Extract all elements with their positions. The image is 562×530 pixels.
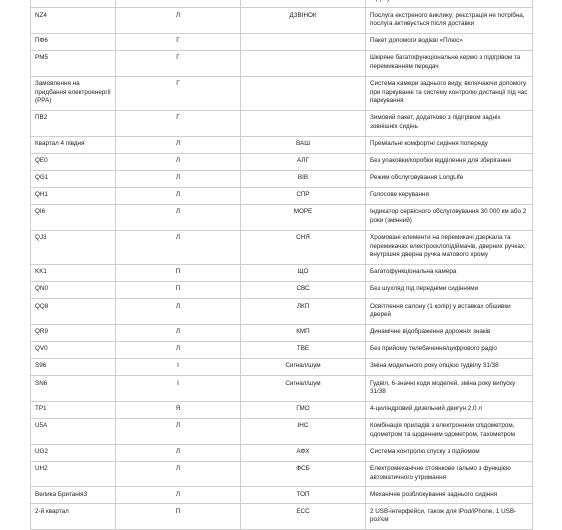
option-description-cell: Хромовані елементи на перемикачі дзеркала та перемикачах електросклопідіймачів, дверних ручках; внутрішня дверна ручка матового хрому	[366, 230, 533, 264]
table-row	[31, 110, 533, 136]
option-type-cell: Л	[116, 299, 241, 325]
option-code-cell: S96	[31, 358, 116, 375]
option-description-cell: Шкіряне багатофункціональне кермо з підігрівом та перемиканням передач	[366, 50, 533, 76]
option-description-cell: Багатофункціональна камера	[366, 264, 533, 281]
option-abbr-cell	[241, 33, 366, 50]
option-abbr-cell: КМП	[241, 324, 366, 341]
option-type-cell: Я	[116, 401, 241, 418]
option-description-cell: Голосове керування	[366, 187, 533, 204]
option-code-cell: U5A	[31, 418, 116, 444]
option-code-cell: QH1	[31, 187, 116, 204]
option-code-cell: NZ4	[31, 8, 116, 34]
option-code-cell: QV0	[31, 341, 116, 358]
option-description-cell: Система контролю спуску з підйомом	[366, 444, 533, 461]
option-type-cell: Л	[116, 444, 241, 461]
option-description-cell: Пакет допомоги водієві «Плюс»	[366, 33, 533, 50]
option-description-cell: 4-циліндровий дизельний двигун 2,0 л	[366, 401, 533, 418]
option-abbr-cell	[241, 0, 366, 8]
option-abbr-cell: СНЯ	[241, 230, 366, 264]
option-description-cell: Преміальні комфортні сидіння попереду	[366, 136, 533, 153]
table-row	[31, 418, 533, 444]
option-abbr-cell: Сигнал/шум	[241, 376, 366, 402]
table-row	[31, 487, 533, 504]
option-description-cell: Зміна модельного року опцією гудвілу 31/38	[366, 358, 533, 375]
option-code-cell: QJ3	[31, 230, 116, 264]
table-row	[31, 341, 533, 358]
option-type-cell: Л	[116, 341, 241, 358]
option-abbr-cell: ФСБ	[241, 461, 366, 487]
option-description-cell: Без шухляд під передніми сидіннями	[366, 281, 533, 298]
option-code-cell: ПВ2	[31, 110, 116, 136]
option-code-cell: UG2	[31, 444, 116, 461]
option-code-cell: Замовлення на придбання електроенергії (PPA)	[31, 76, 116, 110]
option-description-cell: Зимовий пакет, додатково з підігрівом задніх зовнішніх сидінь	[366, 110, 533, 136]
table-row	[31, 299, 533, 325]
option-type-cell: Л	[116, 418, 241, 444]
option-abbr-cell	[241, 50, 366, 76]
option-type-cell	[116, 0, 241, 8]
table-row	[31, 0, 533, 8]
option-type-cell: Л	[116, 153, 241, 170]
option-code-cell: QI6	[31, 204, 116, 230]
table-row	[31, 50, 533, 76]
table-row	[31, 281, 533, 298]
option-abbr-cell: ДЗВІНОК	[241, 8, 366, 34]
option-description-cell: Послуга екстреного виклику; реєстрація не потрібна, послуга активується після доставки	[366, 8, 533, 34]
option-abbr-cell	[241, 110, 366, 136]
option-abbr-cell: ТОП	[241, 487, 366, 504]
option-type-cell: Л	[116, 136, 241, 153]
option-code-cell: QQ8	[31, 299, 116, 325]
option-description-cell: Комбінація приладів з електронним спідометром, одометром та щоденним одометром, тахометром	[366, 418, 533, 444]
option-type-cell: Г	[116, 33, 241, 50]
option-type-cell: П	[116, 264, 241, 281]
option-abbr-cell: Сигнал/шум	[241, 358, 366, 375]
option-abbr-cell: АЛГ	[241, 153, 366, 170]
option-type-cell: Л	[116, 204, 241, 230]
option-type-cell: Л	[116, 487, 241, 504]
option-abbr-cell: ІНС	[241, 418, 366, 444]
table-row	[31, 504, 533, 530]
table-row	[31, 324, 533, 341]
option-type-cell: І	[116, 358, 241, 375]
option-code-cell: Квартал 4 півдня	[31, 136, 116, 153]
option-abbr-cell: СПР	[241, 187, 366, 204]
option-abbr-cell: ВАШ	[241, 136, 366, 153]
option-code-cell: ПФ6	[31, 33, 116, 50]
table-row	[31, 401, 533, 418]
option-abbr-cell: ЛКП	[241, 299, 366, 325]
option-code-cell: QR9	[31, 324, 116, 341]
table-row	[31, 76, 533, 110]
table-row	[31, 264, 533, 281]
option-description-cell: Динамічне відображення дорожніх знаків	[366, 324, 533, 341]
option-type-cell: П	[116, 504, 241, 530]
option-abbr-cell: ТВЕ	[241, 341, 366, 358]
table-row	[31, 187, 533, 204]
option-description-cell: Гудвіл, 6-значні коди моделей, зміна року випуску 31/38	[366, 376, 533, 402]
option-abbr-cell: ЕСС	[241, 504, 366, 530]
option-type-cell: Л	[116, 230, 241, 264]
option-type-cell: Г	[116, 76, 241, 110]
option-description-cell: Система камери заднього виду, включаючи допомогу при паркуванні та систему контролю дистанції під час паркування	[366, 76, 533, 110]
option-description-cell: Режим обслуговування LongLife	[366, 170, 533, 187]
option-code-cell: QN0	[31, 281, 116, 298]
option-code-cell: QG1	[31, 170, 116, 187]
option-abbr-cell: АФХ	[241, 444, 366, 461]
option-description-cell: Механічне розблокування заднього сидіння	[366, 487, 533, 504]
option-description-cell: Індикатор сервісного обслуговування 30 000 км або 2 роки (змінний)	[366, 204, 533, 230]
option-type-cell: Л	[116, 187, 241, 204]
table-row	[31, 376, 533, 402]
option-description-cell	[366, 0, 533, 8]
option-code-cell	[31, 0, 116, 8]
option-description-cell: Електромеханічне стоянкове гальмо з функцією автоматичного утримання	[366, 461, 533, 487]
option-abbr-cell: МОРЕ	[241, 204, 366, 230]
table-row	[31, 136, 533, 153]
option-abbr-cell	[241, 76, 366, 110]
option-type-cell: Г	[116, 110, 241, 136]
option-type-cell: Л	[116, 170, 241, 187]
option-code-cell: PM5	[31, 50, 116, 76]
option-code-cell: SN6	[31, 376, 116, 402]
option-description-cell: 2 USB-інтерфейси, також для iPod/iPhone, 1 USB-роз'єм	[366, 504, 533, 530]
option-description-cell: Освітлення салону (1 колір) у вставках обшивки дверей	[366, 299, 533, 325]
options-table	[30, 0, 533, 530]
option-code-cell: TP1	[31, 401, 116, 418]
option-type-cell: П	[116, 281, 241, 298]
option-code-cell: UH2	[31, 461, 116, 487]
option-abbr-cell: ВІВ	[241, 170, 366, 187]
table-row	[31, 444, 533, 461]
option-code-cell: Велика Британія3	[31, 487, 116, 504]
table-row	[31, 461, 533, 487]
option-type-cell: Л	[116, 324, 241, 341]
table-row	[31, 170, 533, 187]
table-row	[31, 230, 533, 264]
option-abbr-cell: ГМО	[241, 401, 366, 418]
option-description-cell: Без прийому телебачення/цифрового радіо	[366, 341, 533, 358]
option-type-cell: І	[116, 376, 241, 402]
option-type-cell: Л	[116, 461, 241, 487]
option-description-cell: Без упаковки/коробки відділення для зберігання	[366, 153, 533, 170]
option-code-cell: 2-й квартал	[31, 504, 116, 530]
table-row	[31, 8, 533, 34]
option-abbr-cell: СВС	[241, 281, 366, 298]
option-type-cell: Г	[116, 50, 241, 76]
table-row	[31, 358, 533, 375]
option-code-cell: QE0	[31, 153, 116, 170]
table-row	[31, 204, 533, 230]
table-row	[31, 33, 533, 50]
table-row	[31, 153, 533, 170]
option-abbr-cell: ЩО	[241, 264, 366, 281]
option-code-cell: KK1	[31, 264, 116, 281]
option-type-cell: Л	[116, 8, 241, 34]
options-table-body	[31, 0, 533, 530]
